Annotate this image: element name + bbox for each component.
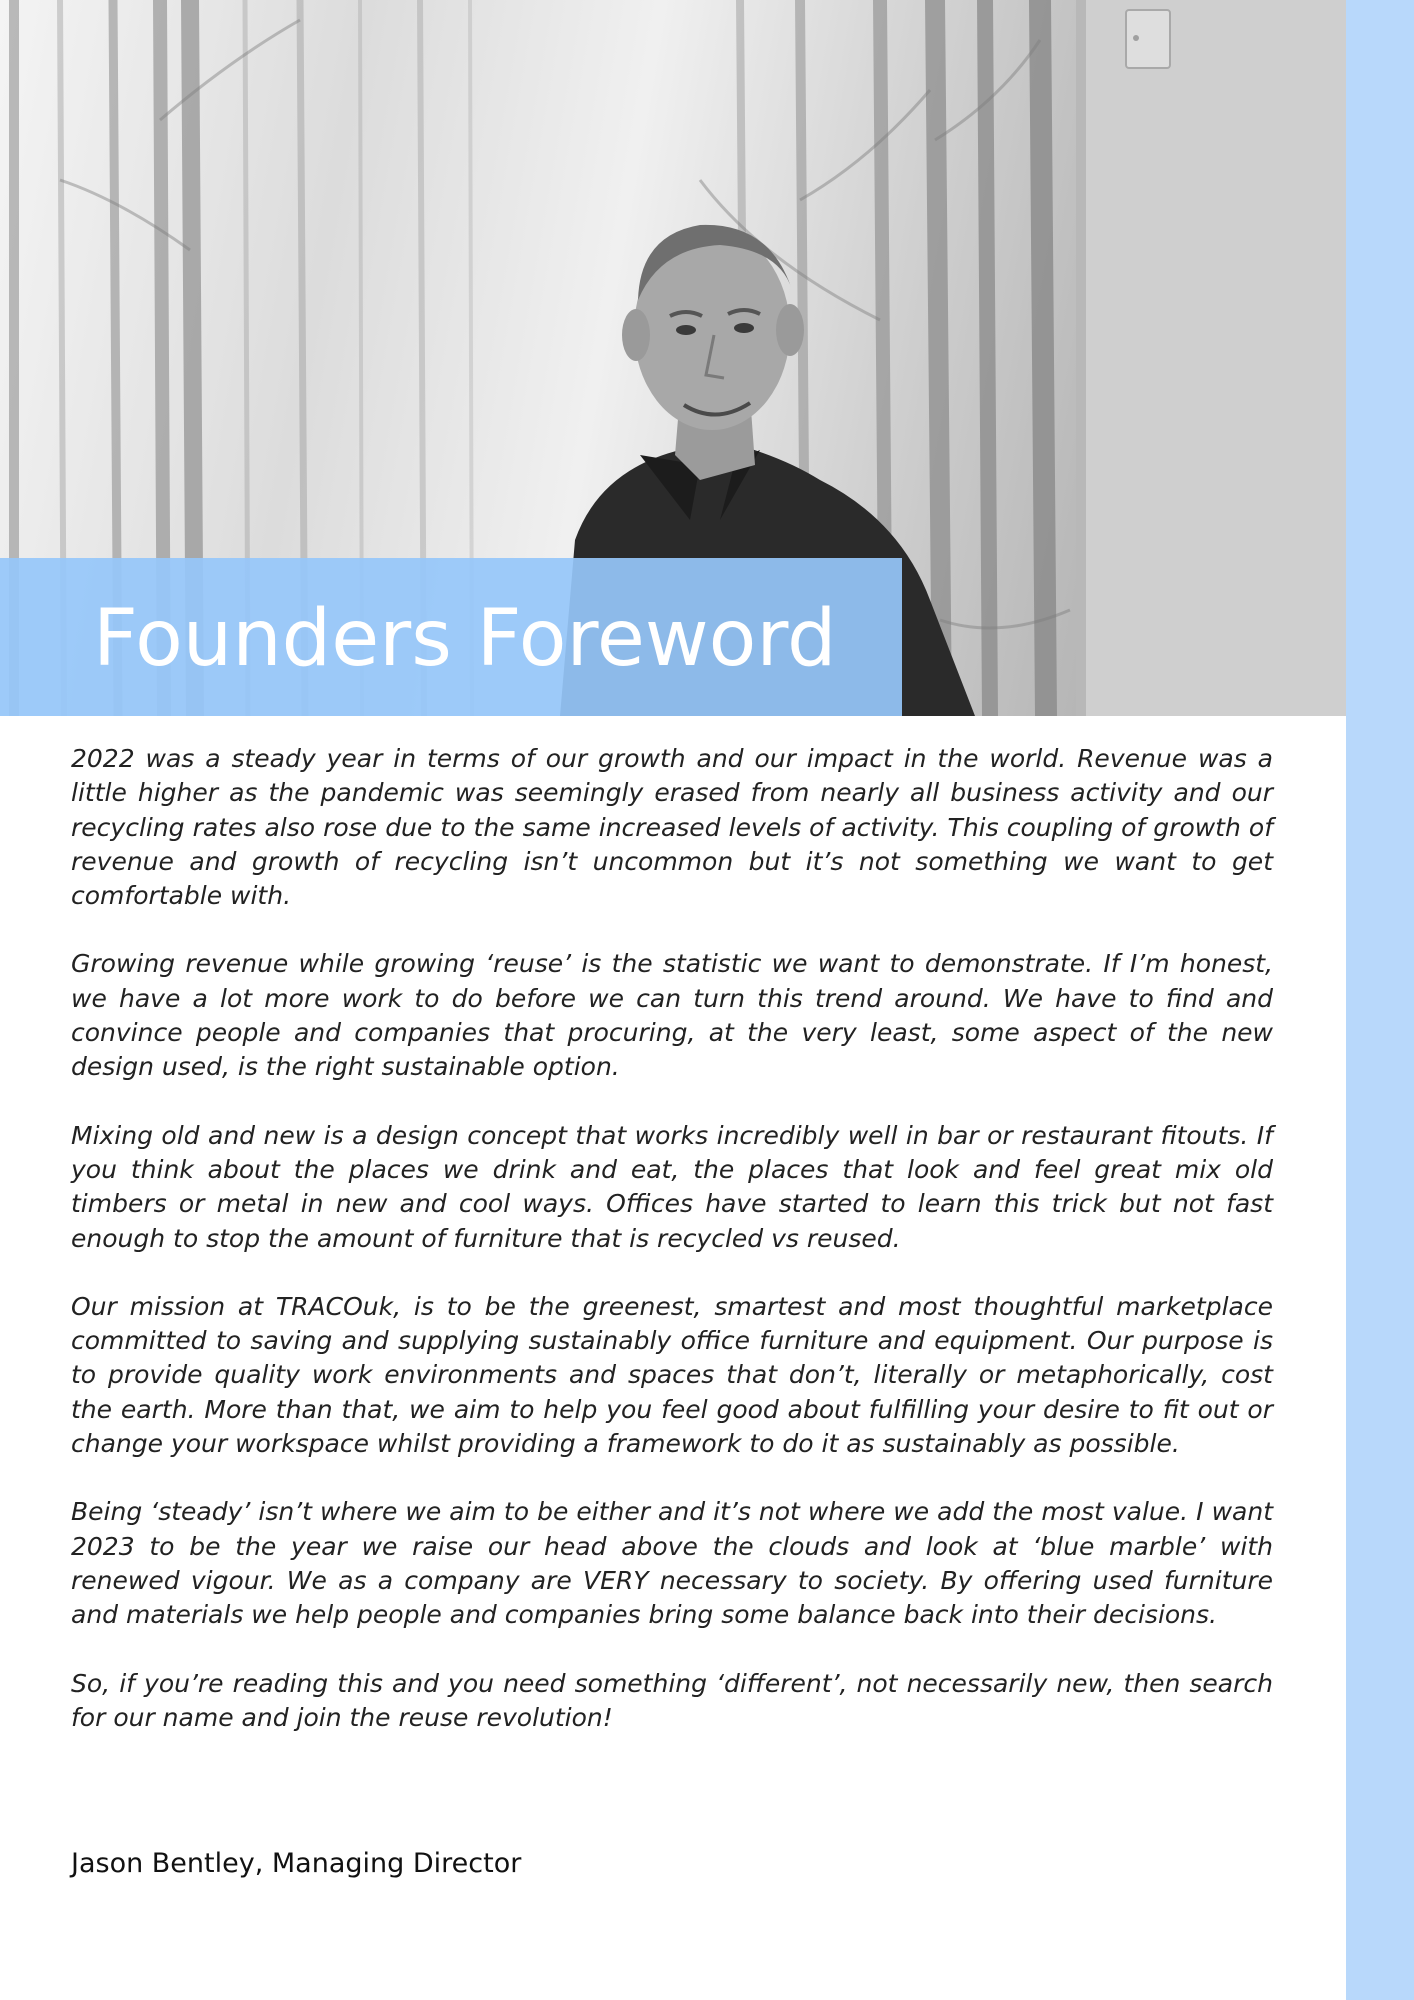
paragraph: Being ‘steady’ isn’t where we aim to be either and it’s not where we add the most value. I want 2023 to be the year we raise our head above the clouds and look at ‘blue marble’ with renewed vigour. We as a company are VERY necessary to society. By offering used furniture and materials we help people and companies bring some balance back into their decisions. — [71, 1497, 1273, 1630]
paragraph: 2022 was a steady year in terms of our growth and our impact in the world. Revenue was a little higher as the pandemic was seemingly erased from nearly all business activity and our recycling rates also rose due to the same increased levels of activity. This coupling of growth of revenue and growth of recycling isn’t uncommon but it’s not something we want to get comfortable with. — [71, 744, 1273, 911]
signature: Jason Bentley, Managing Director — [71, 1848, 522, 1879]
paragraph: So, if you’re reading this and you need something ‘different’, not necessarily new, then search for our name and join the reuse revolution! — [71, 1668, 1273, 1732]
page-title: Founders Foreword — [93, 594, 837, 684]
side-accent-stripe — [1346, 0, 1414, 2000]
foreword-body — [71, 742, 1273, 1769]
paragraph: Our mission at TRACOuk, is to be the greenest, smartest and most thoughtful marketplace committed to saving and supplying sustainably office furniture and equipment. Our purpose is to provide quality work environments and spaces that don’t, literally or metaphorically, cost the earth. More than that, we aim to help you feel good about fulfilling your desire to fit out or change your workspace whilst providing a framework to do it as sustainably as possible. — [71, 1291, 1273, 1459]
paragraph: Mixing old and new is a design concept that works incredibly well in bar or restaurant fitouts. If you think about the places we drink and eat, the places that look and feel great mix old timbers or metal in new and cool ways. Offices have started to learn this trick but not fast enough to stop the amount of furniture that is recycled vs reused. — [71, 1120, 1273, 1253]
paragraph: Growing revenue while growing ‘reuse’ is the statistic we want to demonstrate. If I’m honest, we have a lot more work to do before we can turn this trend around. We have to find and convince people and companies that procuring, at the very least, some aspect of the new design used, is the right sustainable option. — [71, 949, 1273, 1082]
